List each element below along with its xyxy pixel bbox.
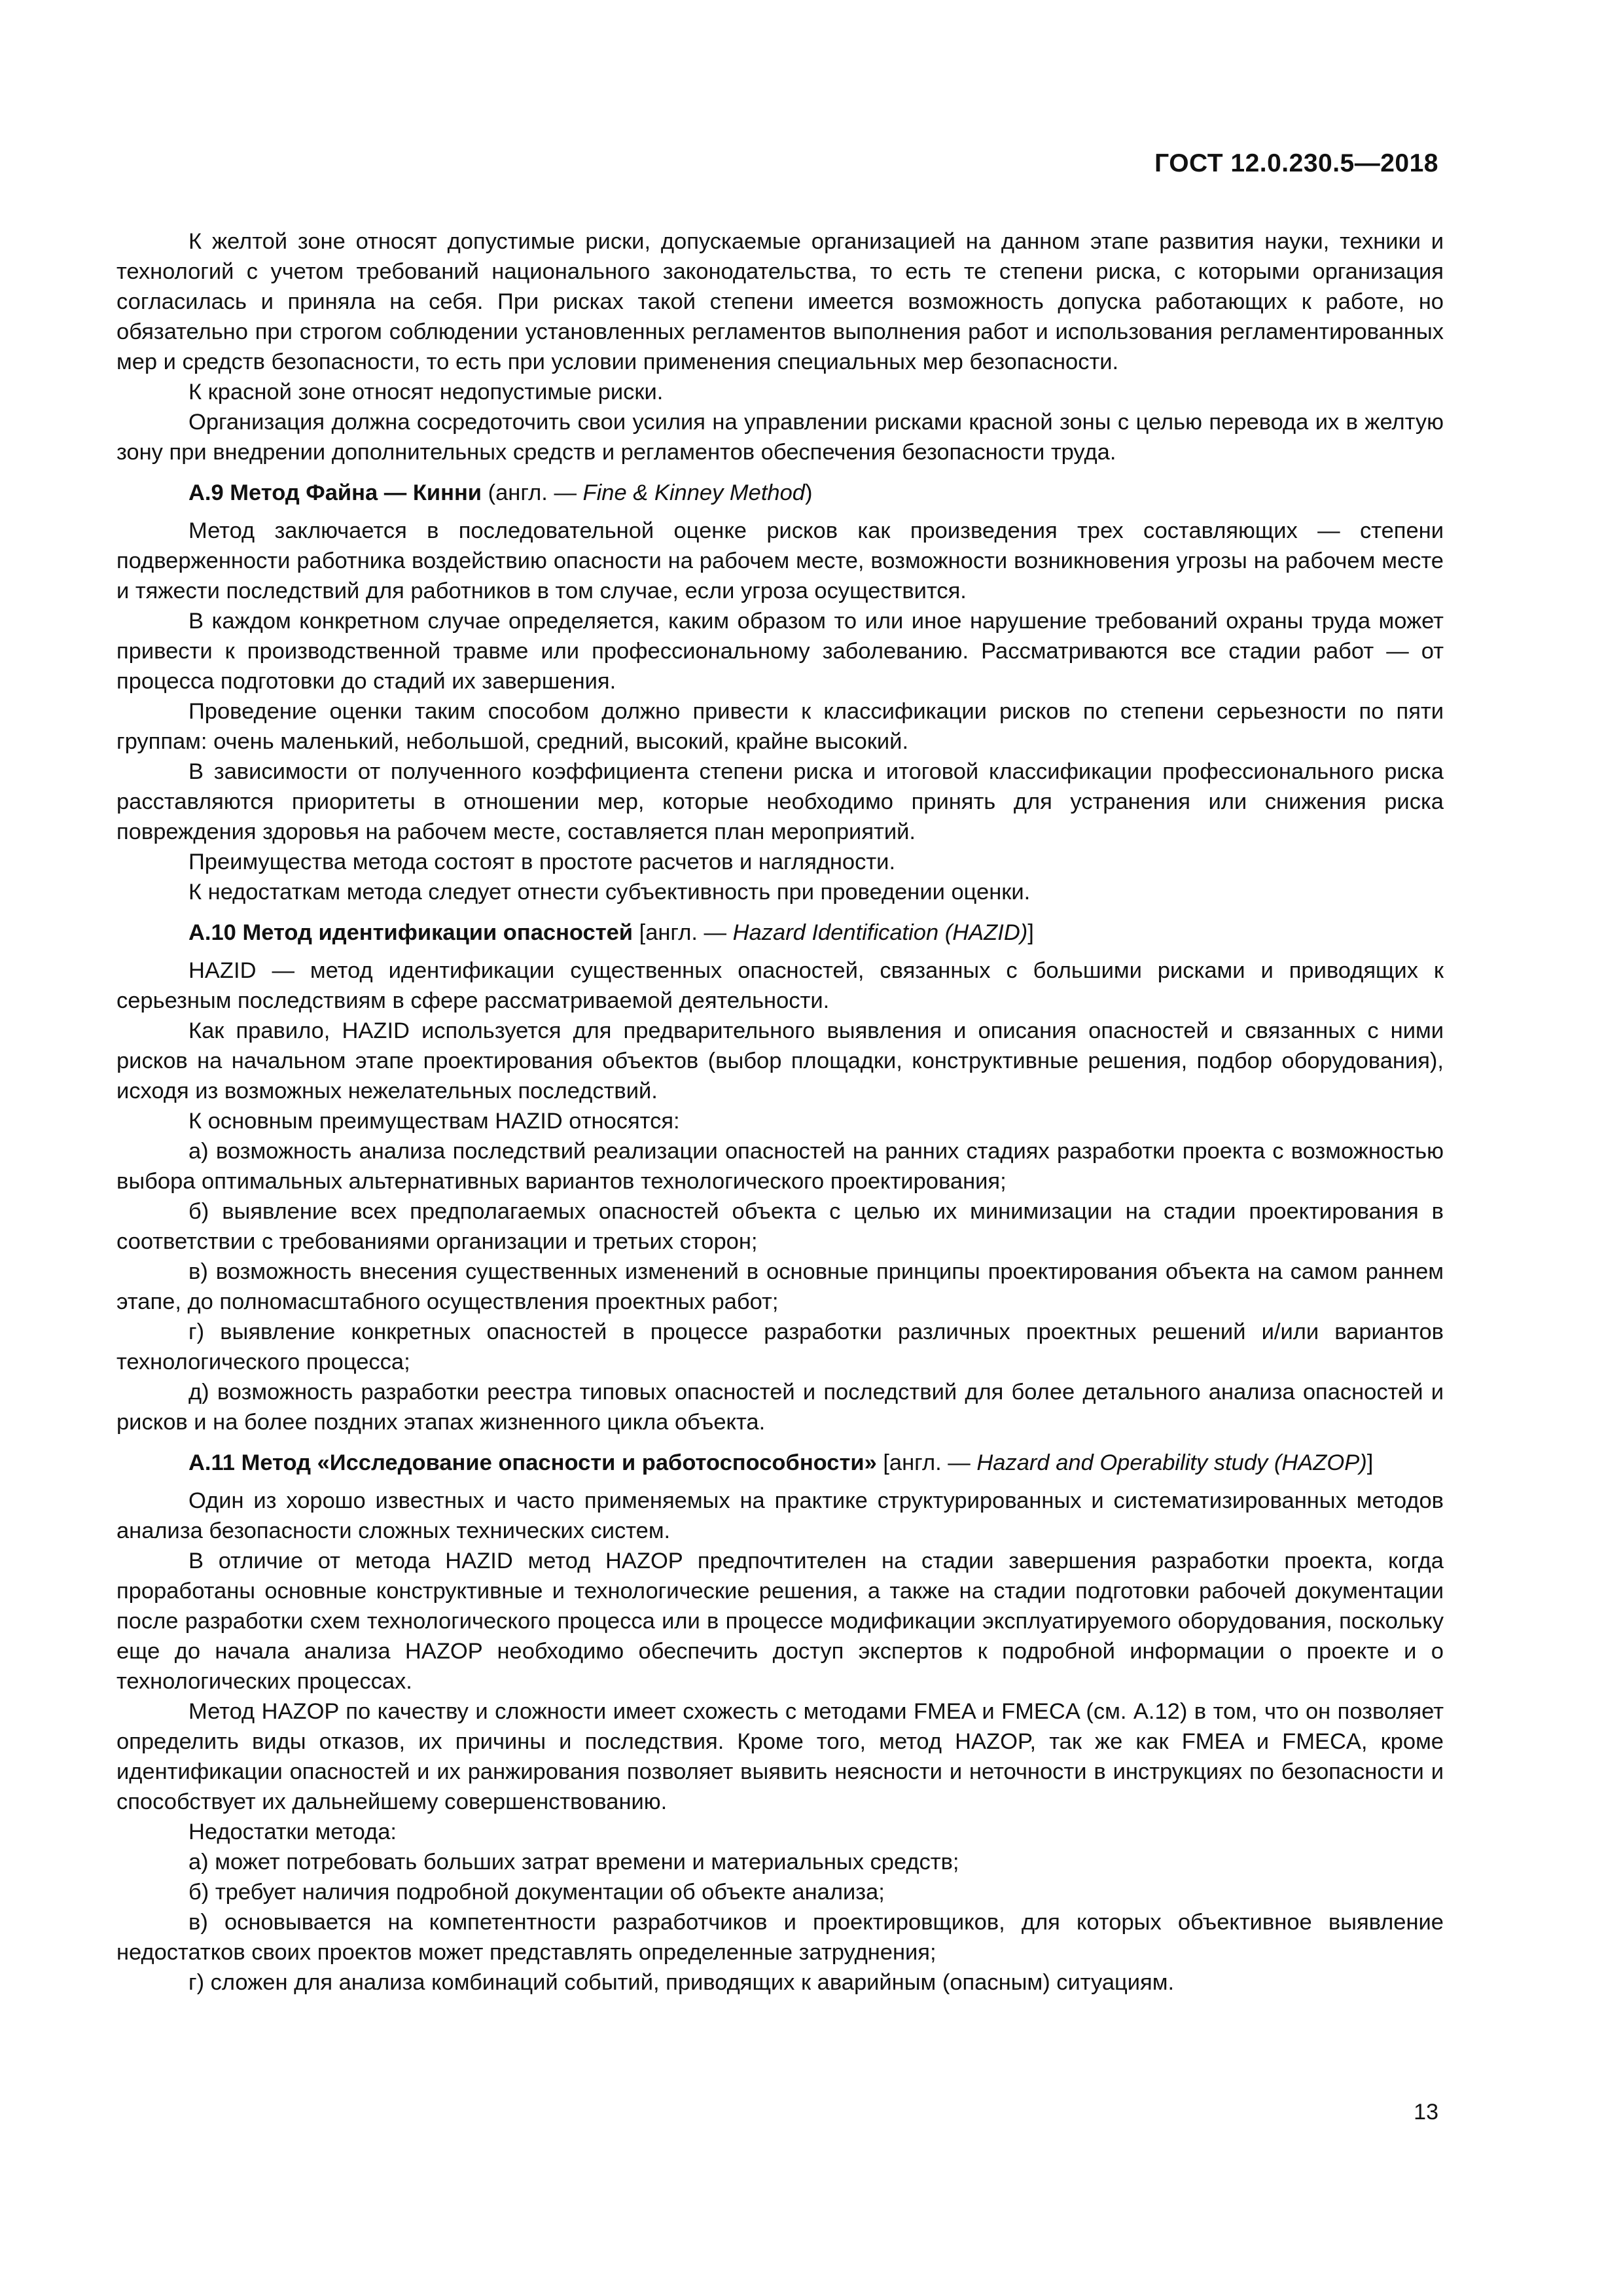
intro-paragraph: К красной зоне относят недопустимые риски. bbox=[188, 380, 664, 404]
paragraph: HAZID — метод идентификации существенных опасностей, связанных с большими рисками и приводящих к серьезным последствиям в сфере рассматриваемой деятельности. bbox=[116, 958, 1444, 1013]
list-item: б) выявление всех предполагаемых опасностей объекта с целью их минимизации на стадии проектирования в соответствии с требованиями организации и третьих сторон; bbox=[116, 1199, 1444, 1254]
eng-prefix: [англ. — bbox=[883, 1450, 977, 1475]
list-item: г) выявление конкретных опасностей в процессе разработки различных проектных решений и/или вариантов технологического процесса; bbox=[116, 1319, 1444, 1374]
paragraph: Преимущества метода состоят в простоте расчетов и наглядности. bbox=[188, 850, 896, 874]
section-title: Метод Файна — Кинни bbox=[230, 480, 482, 505]
list-item: в) возможность внесения существенных изменений в основные принципы проектирования объекта на самом раннем этапе, до полномасштабного осуществления проектных работ; bbox=[116, 1259, 1444, 1314]
page-number: 13 bbox=[1414, 2100, 1438, 2125]
paragraph: В отличие от метода HAZID метод HAZOP предпочтителен на стадии завершения разработки проекта, когда проработаны основные конструктивные и технологические решения, а также на стадии подготовки рабочей документации после разработки схем технологического процесса или в процессе модификации эксплуатируемого оборудования, поскольку еще до начала анализа HAZOP необходимо обеспечить доступ экспертов к подробной информации о проекте и о технологических процессах. bbox=[116, 1549, 1444, 1694]
standard-header: ГОСТ 12.0.230.5—2018 bbox=[1154, 149, 1438, 177]
eng-name: Hazard Identification (HAZID) bbox=[732, 920, 1028, 945]
paragraph: Недостатки метода: bbox=[188, 1820, 397, 1844]
section-heading-a10 bbox=[116, 918, 1444, 948]
eng-prefix: [англ. — bbox=[639, 920, 733, 945]
eng-prefix: (англ. — bbox=[488, 480, 583, 505]
eng-name: Hazard and Operability study (HAZOP) bbox=[976, 1450, 1367, 1475]
list-item: г) сложен для анализа комбинаций событий, приводящих к аварийным (опасным) ситуациям. bbox=[188, 1970, 1175, 1995]
paragraph: Проведение оценки таким способом должно привести к классификации рисков по степени серьезности по пяти группам: очень маленький, небольшой, средний, высокий, крайне высокий. bbox=[116, 699, 1444, 754]
section-number: А.11 bbox=[188, 1450, 235, 1475]
list-item: в) основывается на компетентности разработчиков и проектировщиков, для которых объективное выявление недостатков своих проектов может представлять определенные затруднения; bbox=[116, 1910, 1444, 1965]
section-number: А.9 bbox=[188, 480, 224, 505]
list-item: а) возможность анализа последствий реализации опасностей на ранних стадиях разработки проекта с возможностью выбора оптимальных альтернативных вариантов технологического проектирования; bbox=[116, 1139, 1444, 1194]
section-number: А.10 bbox=[188, 920, 236, 945]
section-heading-a9 bbox=[116, 478, 1444, 508]
section-title: Метод «Исследование опасности и работоспособности» bbox=[241, 1450, 877, 1475]
paragraph: В зависимости от полученного коэффициента степени риска и итоговой классификации профессионального риска расставляются приоритеты в отношении мер, которые необходимо принять для устранения или снижения риска повреждения здоровья на рабочем месте, составляется план мероприятий. bbox=[116, 759, 1444, 844]
page-content bbox=[116, 226, 1444, 1998]
list-item: д) возможность разработки реестра типовых опасностей и последствий для более детального анализа опасностей и рисков и на более поздних этапах жизненного цикла объекта. bbox=[116, 1380, 1444, 1435]
eng-name: Fine & Kinney Method bbox=[582, 480, 805, 505]
intro-paragraph: Организация должна сосредоточить свои усилия на управлении рисками красной зоны с целью перевода их в желтую зону при внедрении дополнительных средств и регламентов обеспечения безопасности труда. bbox=[116, 410, 1444, 465]
paragraph: Метод заключается в последовательной оценке рисков как произведения трех составляющих — степени подверженности работника воздействию опасности на рабочем месте, возможности возникновения угрозы на рабочем месте и тяжести последствий для работников в том случае, если угроза осуществится. bbox=[116, 518, 1444, 603]
list-item: а) может потребовать больших затрат времени и материальных средств; bbox=[188, 1850, 959, 1874]
paragraph: К недостаткам метода следует отнести субъективность при проведении оценки. bbox=[188, 880, 1031, 905]
intro-paragraph: К желтой зоне относят допустимые риски, допускаемые организацией на данном этапе развития науки, техники и технологий с учетом требований национального законодательства, то есть те степени риска, с которыми организация согласилась и приняла на себя. При рисках такой степени имеется возможность допуска работающих к работе, но обязательно при строгом соблюдении установленных регламентов выполнения работ и использования регламентированных мер и средств безопасности, то есть при условии применения специальных мер безопасности. bbox=[116, 229, 1444, 374]
paragraph: Один из хорошо известных и часто применяемых на практике структурированных и систематизированных методов анализа безопасности сложных технических систем. bbox=[116, 1488, 1444, 1543]
paragraph: К основным преимуществам HAZID относятся: bbox=[188, 1109, 680, 1134]
paragraph: Как правило, HAZID используется для предварительного выявления и описания опасностей и связанных с ними рисков на начальном этапе проектирования объектов (выбор площадки, конструктивные решения, подбор оборудования), исходя из возможных нежелательных последствий. bbox=[116, 1018, 1444, 1103]
section-title: Метод идентификации опасностей bbox=[242, 920, 633, 945]
eng-suffix: ) bbox=[805, 480, 813, 505]
paragraph: В каждом конкретном случае определяется, каким образом то или иное нарушение требований охраны труда может привести к производственной травме или профессиональному заболеванию. Рассматриваются все стадии работ — от процесса подготовки до стадий их завершения. bbox=[116, 609, 1444, 694]
paragraph: Метод HAZOP по качеству и сложности имеет схожесть с методами FMEA и FMECA (см. А.12) в том, что он позволяет определить виды отказов, их причины и последствия. Кроме того, метод HAZOP, так же как FMEA и FMECA, кроме идентификации опасностей и их ранжирования позволяет выявить неясности и неточности в инструкциях по безопасности и способствует их дальнейшему совершенствованию. bbox=[116, 1699, 1444, 1814]
eng-suffix: ] bbox=[1366, 1450, 1374, 1475]
section-heading-a11 bbox=[116, 1448, 1444, 1478]
eng-suffix: ] bbox=[1027, 920, 1034, 945]
list-item: б) требует наличия подробной документации об объекте анализа; bbox=[188, 1880, 885, 1905]
